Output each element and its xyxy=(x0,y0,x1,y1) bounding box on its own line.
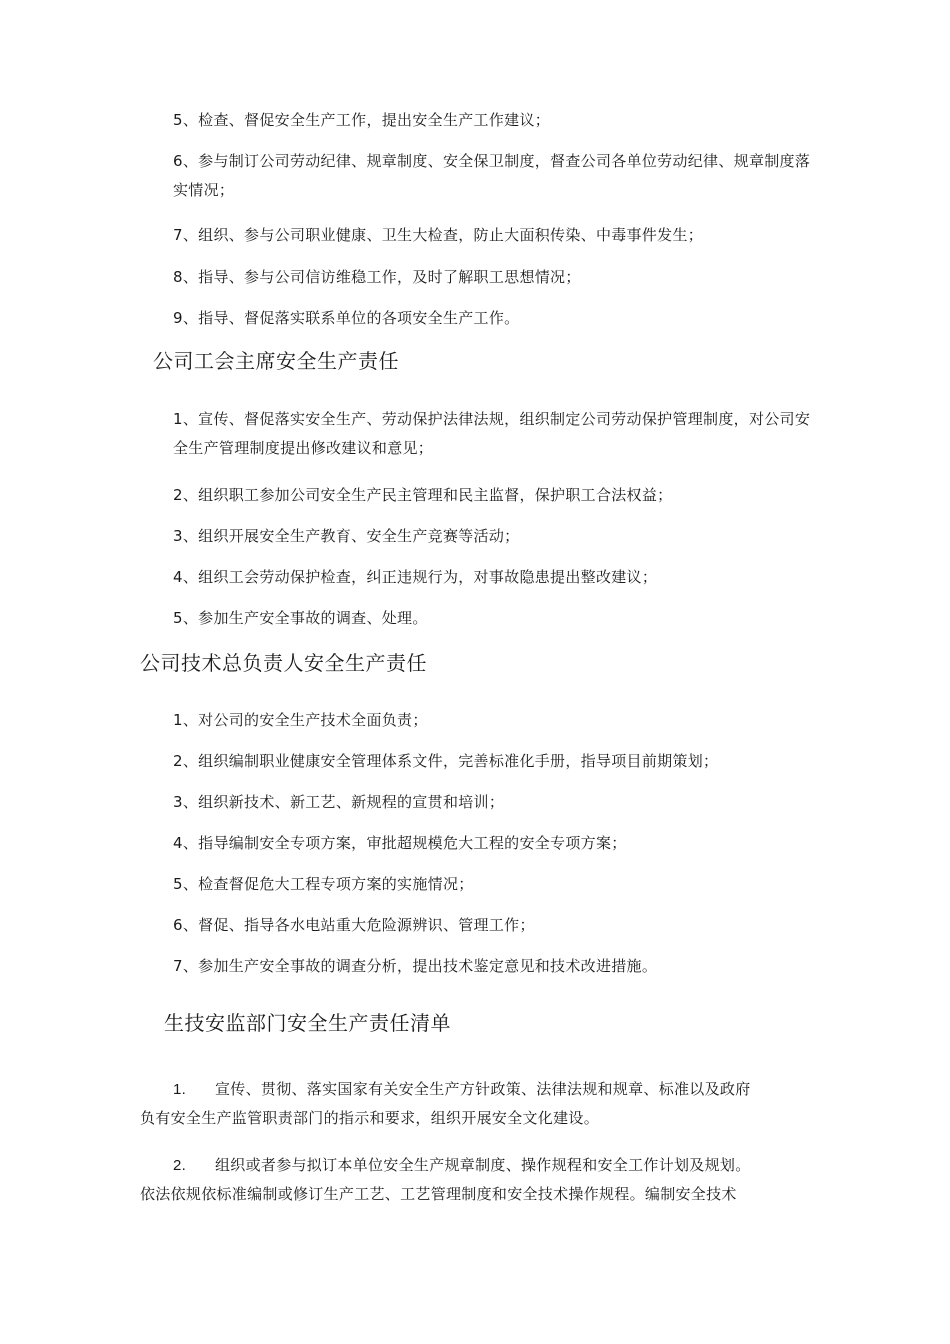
list-item: 1、对公司的安全生产技术全面负责； xyxy=(173,711,428,729)
list-item-first-line xyxy=(140,1075,816,1104)
section-heading: 公司技术总负责人安全生产责任 xyxy=(140,651,427,675)
list-item: 6、督促、指导各水电站重大危险源辨识、管理工作； xyxy=(173,916,535,934)
list-number: 1. xyxy=(173,1081,187,1098)
list-item: 4、指导编制安全专项方案，审批超规模危大工程的安全专项方案； xyxy=(173,834,627,852)
list-item xyxy=(140,1075,816,1133)
list-item: 5、参加生产安全事故的调查、处理。 xyxy=(173,609,428,627)
list-item-first-line xyxy=(140,1151,816,1180)
list-item-continuation: 依法依规依标准编制或修订生产工艺、工艺管理制度和安全技术操作规程。编制安全技术 xyxy=(140,1185,737,1203)
list-item: 2、组织编制职业健康安全管理体系文件，完善标准化手册，指导项目前期策划； xyxy=(173,752,719,770)
list-item: 8、指导、参与公司信访维稳工作，及时了解职工思想情况； xyxy=(173,268,581,286)
list-item-text: 宣传、贯彻、落实国家有关安全生产方针政策、法律法规和规章、标准以及政府 xyxy=(215,1080,751,1098)
list-item: 3、组织开展安全生产教育、安全生产竞赛等活动； xyxy=(173,527,520,545)
list-item xyxy=(140,1151,816,1209)
list-item: 6、参与制订公司劳动纪律、规章制度、安全保卫制度，督查公司各单位劳动纪律、规章制度落实情况； xyxy=(173,152,811,199)
list-item: 3、组织新技术、新工艺、新规程的宣贯和培训； xyxy=(173,793,505,811)
list-item: 9、指导、督促落实联系单位的各项安全生产工作。 xyxy=(173,309,520,327)
list-item: 5、检查、督促安全生产工作，提出安全生产工作建议； xyxy=(173,111,551,129)
list-item: 7、参加生产安全事故的调查分析，提出技术鉴定意见和技术改进措施。 xyxy=(173,957,658,975)
list-item: 2、组织职工参加公司安全生产民主管理和民主监督，保护职工合法权益； xyxy=(173,486,673,504)
section-heading: 生技安监部门安全生产责任清单 xyxy=(164,1011,451,1035)
section-heading: 公司工会主席安全生产责任 xyxy=(153,349,399,373)
list-item-continuation: 负有安全生产监管职责部门的指示和要求，组织开展安全文化建设。 xyxy=(140,1109,600,1127)
list-item: 5、检查督促危大工程专项方案的实施情况； xyxy=(173,875,474,893)
list-item-text: 组织或者参与拟订本单位安全生产规章制度、操作规程和安全工作计划及规划。 xyxy=(215,1156,751,1174)
list-item: 1、宣传、督促落实安全生产、劳动保护法律法规，组织制定公司劳动保护管理制度，对公司安全生产管理制度提出修改建议和意见； xyxy=(173,410,811,457)
list-item: 7、组织、参与公司职业健康、卫生大检查，防止大面积传染、中毒事件发生； xyxy=(173,226,704,244)
list-item: 4、组织工会劳动保护检查，纠正违规行为，对事故隐患提出整改建议； xyxy=(173,568,658,586)
list-number: 2. xyxy=(173,1157,187,1174)
